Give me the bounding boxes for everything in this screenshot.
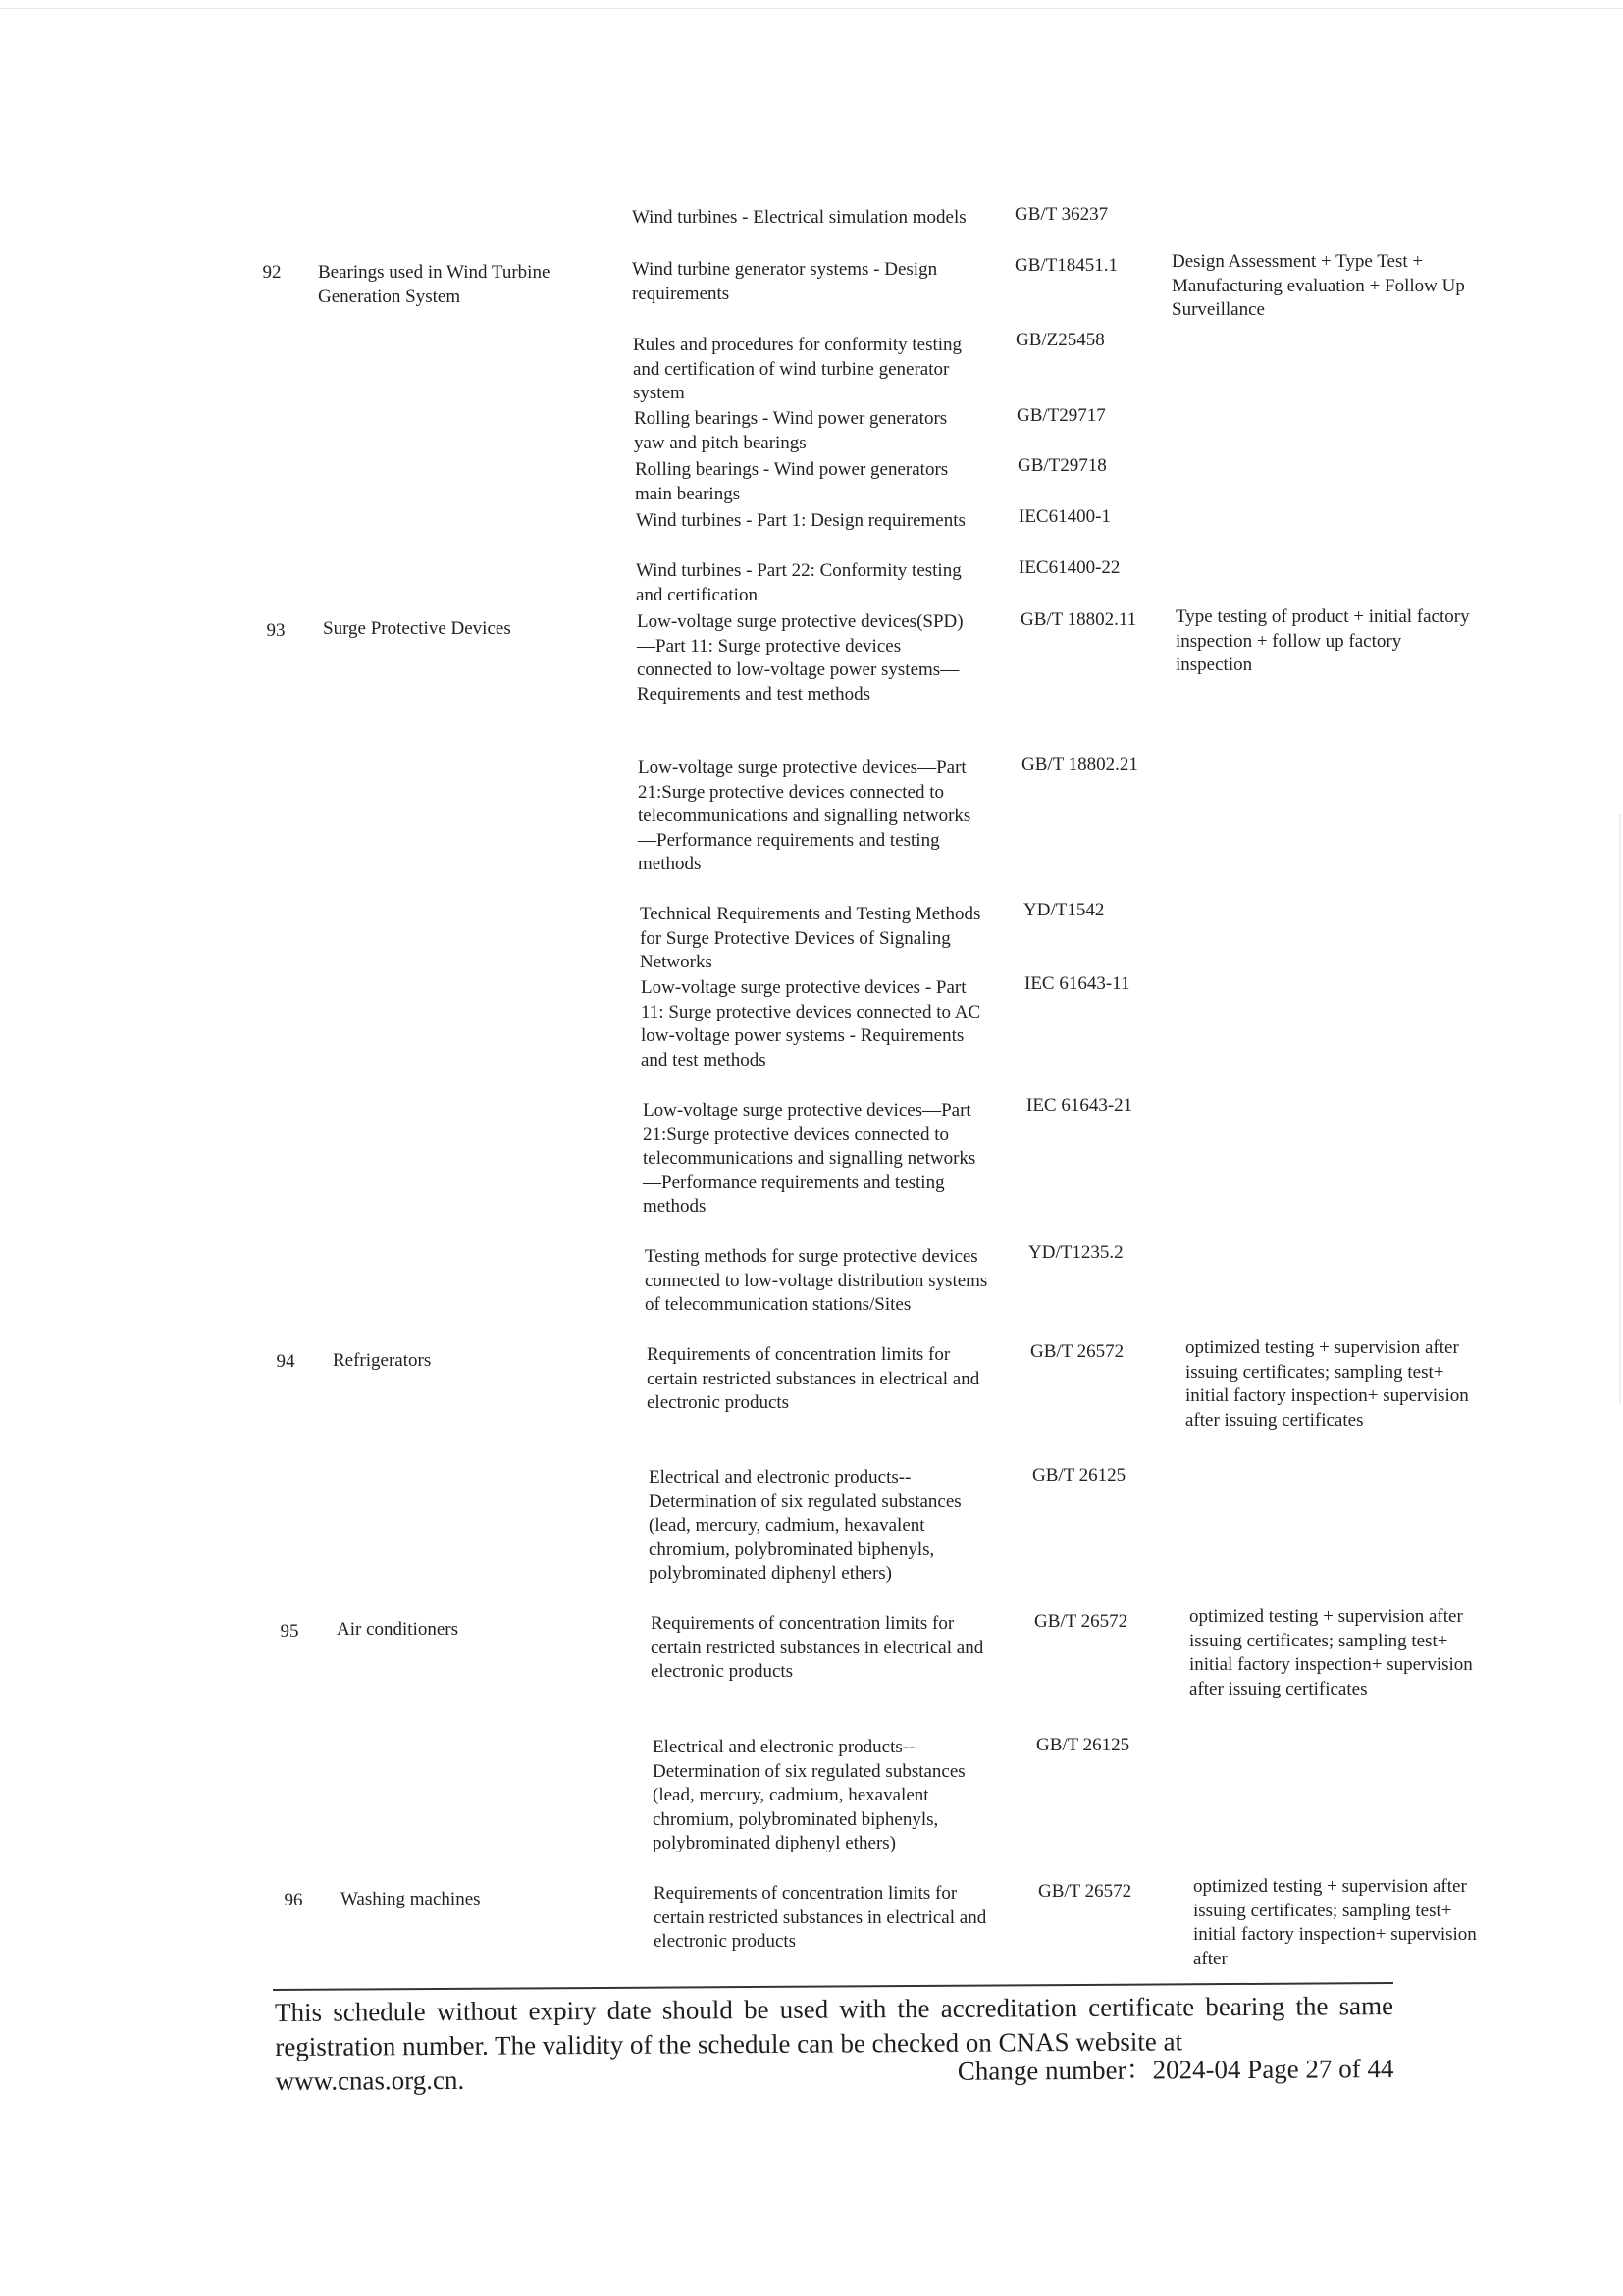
standard-code: IEC 61643-21 [1026, 1095, 1133, 1116]
standard-code: GB/Z25458 [1016, 330, 1105, 350]
standard-code: GB/T 18802.11 [1021, 609, 1137, 630]
standard-code: GB/T 26125 [1032, 1465, 1126, 1486]
standard-title: Requirements of concentration limits for certain restricted substances in electrical and electronic products [647, 1344, 980, 1413]
standard-title: Wind turbine generator systems - Design requirements [632, 259, 938, 304]
certification-method: optimized testing + supervision after issuing certificates; sampling test+ initial factory inspection+ supervision after issuing certificates [1189, 1606, 1473, 1699]
standard-code: YD/T1542 [1023, 900, 1105, 920]
standard-title: Wind turbines - Electrical simulation models [632, 207, 967, 228]
certification-method: optimized testing + supervision after issuing certificates; sampling test+ initial factory inspection+ supervision after issuing certificates [1185, 1337, 1469, 1431]
certification-method: Design Assessment + Type Test + Manufacturing evaluation + Follow Up Surveillance [1172, 251, 1465, 320]
product-name: Bearings used in Wind Turbine Generation System [318, 262, 550, 307]
standard-title: Low-voltage surge protective devices(SPD)—Part 11: Surge protective devices connected to low-voltage power systems—Requirements and test methods [637, 611, 964, 704]
row-number: 96 [284, 1890, 303, 1910]
standard-title: Wind turbines - Part 1: Design requirements [636, 510, 966, 531]
row-number: 92 [262, 262, 282, 283]
standard-code: IEC 61643-11 [1024, 973, 1130, 994]
standard-code: GB/T 26572 [1030, 1341, 1125, 1362]
standard-code: GB/T29718 [1018, 455, 1107, 476]
standard-title: Rules and procedures for conformity testing and certification of wind turbine generator system [633, 335, 963, 403]
standard-code: GB/T 26125 [1036, 1735, 1130, 1755]
standard-title: Electrical and electronic products--Determination of six regulated substances (lead, mercury, cadmium, hexavalent chromium, polybrominated biphenyls, polybrominated diphenyl ethers) [653, 1737, 966, 1853]
product-name: Air conditioners [337, 1619, 459, 1640]
certification-method: Type testing of product + initial factory inspection + follow up factory inspection [1176, 606, 1470, 675]
standard-title: Rolling bearings - Wind power generators yaw and pitch bearings [634, 408, 948, 453]
standard-code: GB/T18451.1 [1015, 255, 1119, 276]
certification-method: optimized testing + supervision after issuing certificates; sampling test+ initial factory inspection+ supervision after [1193, 1876, 1477, 1969]
standard-title: Low-voltage surge protective devices—Part 21:Surge protective devices connected to telecommunications and signalling networks—Performance requirements and testing methods [643, 1100, 976, 1217]
standard-title: Wind turbines - Part 22: Conformity testing and certification [636, 560, 962, 605]
standard-title: Requirements of concentration limits for certain restricted substances in electrical and electronic products [654, 1883, 987, 1952]
standard-code: GB/T 26572 [1034, 1611, 1128, 1632]
product-name: Refrigerators [333, 1350, 432, 1371]
standard-title: Rolling bearings - Wind power generators main bearings [635, 459, 949, 504]
standard-title: Requirements of concentration limits for certain restricted substances in electrical and electronic products [651, 1613, 984, 1682]
standard-code: GB/T29717 [1017, 405, 1106, 426]
product-name: Washing machines [340, 1889, 481, 1909]
standard-title: Low-voltage surge protective devices - Part 11: Surge protective devices connected to AC low-voltage power systems - Requirements and test methods [641, 977, 981, 1070]
standard-code: YD/T1235.2 [1028, 1242, 1124, 1263]
standard-code: GB/T 18802.21 [1021, 755, 1138, 775]
row-number: 93 [266, 620, 286, 641]
cnas-website-url: www.cnas.org.cn. [275, 2064, 465, 2096]
standard-code: GB/T 36237 [1015, 204, 1109, 225]
standard-title: Electrical and electronic products--Determination of six regulated substances (lead, mercury, cadmium, hexavalent chromium, polybrominated biphenyls, polybrominated diphenyl ethers) [649, 1467, 962, 1584]
footer-statement: This schedule without expiry date should be used with the accreditation certificate bearing the same registration number. The validity of the schedule can be checked on CNAS website at [275, 1991, 1394, 2061]
standard-title: Technical Requirements and Testing Methods for Surge Protective Devices of Signaling Networks [640, 904, 981, 972]
standard-code: GB/T 26572 [1038, 1881, 1132, 1902]
change-number: Change number：2024-04 Page 27 of 44 [957, 2054, 1394, 2086]
row-number: 94 [276, 1351, 295, 1372]
row-number: 95 [280, 1621, 299, 1642]
standard-title: Low-voltage surge protective devices—Part 21:Surge protective devices connected to telecommunications and signalling networks—Performance requirements and testing methods [638, 757, 971, 874]
standard-title: Testing methods for surge protective devices connected to low-voltage distribution systems of telecommunication stations/Sites [645, 1246, 988, 1315]
standard-code: IEC61400-22 [1019, 557, 1121, 578]
footer-notice [275, 1989, 1394, 2099]
standard-code: IEC61400-1 [1019, 506, 1111, 527]
product-name: Surge Protective Devices [323, 618, 511, 639]
